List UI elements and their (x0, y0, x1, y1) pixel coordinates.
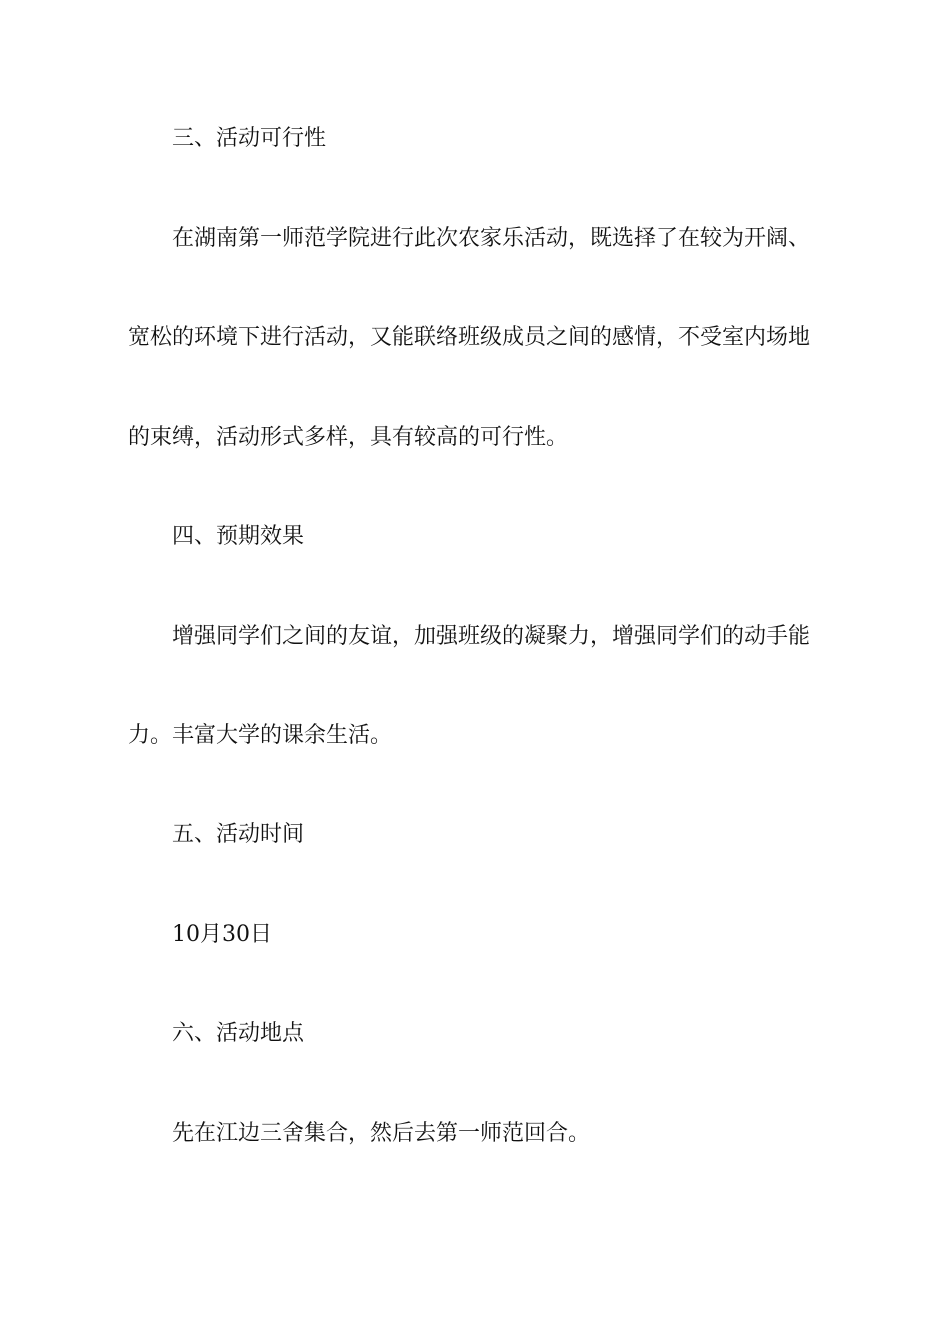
paragraph-line: 增强同学们之间的友谊，加强班级的凝聚力，增强同学们的动手能 (172, 624, 811, 649)
section-heading-feasibility: 三、活动可行性 (172, 126, 327, 151)
section-heading-activity-time: 五、活动时间 (172, 822, 305, 847)
paragraph-line: 的束缚，活动形式多样，具有较高的可行性。 (128, 425, 569, 450)
paragraph-line: 力。丰富大学的课余生活。 (128, 723, 393, 748)
section-heading-expected-effect: 四、预期效果 (172, 524, 305, 549)
activity-date: 10月30日 (172, 922, 272, 947)
paragraph-line: 在湖南第一师范学院进行此次农家乐活动，既选择了在较为开阔、 (172, 226, 811, 251)
paragraph-line: 先在江边三舍集合，然后去第一师范回合。 (172, 1121, 591, 1146)
paragraph-line: 宽松的环境下进行活动，又能联络班级成员之间的感情，不受室内场地 (128, 325, 811, 350)
section-heading-activity-location: 六、活动地点 (172, 1021, 305, 1046)
